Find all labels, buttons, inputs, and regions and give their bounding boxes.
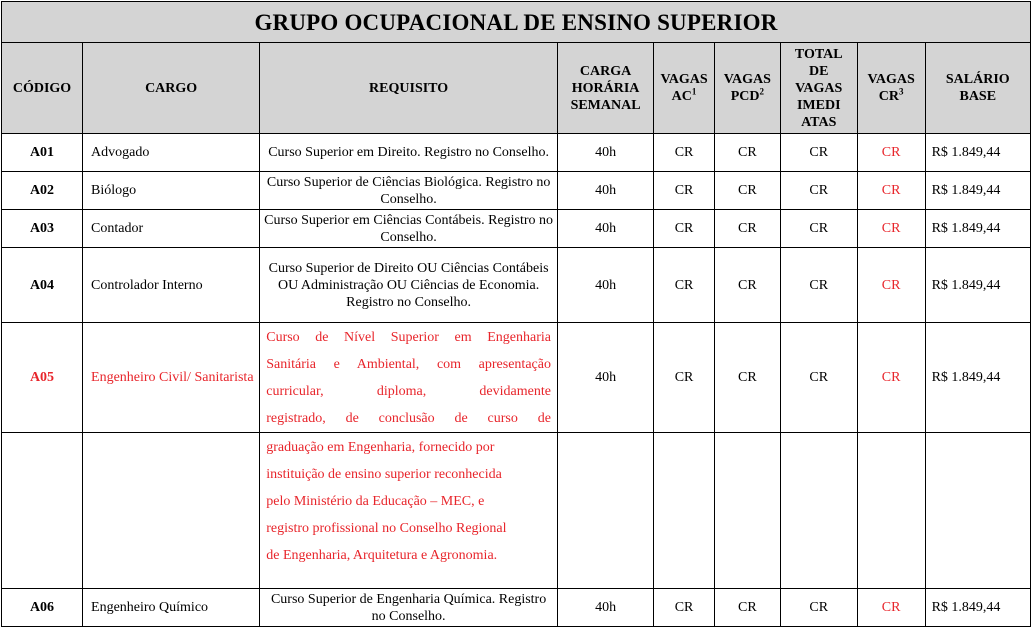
jobs-table-container <box>1 1 1031 627</box>
cell-ac: CR <box>654 134 715 172</box>
cell-salario: R$ 1.849,44 <box>925 210 1030 248</box>
cell-cr: CR <box>857 248 925 323</box>
cell-codigo: A03 <box>2 210 83 248</box>
header-cargo: CARGO <box>83 43 260 134</box>
cell-cargo: Advogado <box>83 134 260 172</box>
cell-pcd: CR <box>714 589 780 627</box>
cell-empty <box>557 433 653 589</box>
requisito-line: graduação em Engenharia, fornecido por <box>266 440 495 455</box>
cell-salario: R$ 1.849,44 <box>925 323 1030 433</box>
cell-total: CR <box>780 134 857 172</box>
cell-total: CR <box>780 172 857 210</box>
header-vagas-pcd: VAGAS PCD$^2$ <box>714 43 780 134</box>
requisito-line: instituição de ensino superior reconhecida <box>266 467 502 482</box>
cell-cargo: Controlador Interno <box>83 248 260 323</box>
cell-requisito: Curso Superior de Ciências Biológica. Registro no Conselho. <box>260 172 558 210</box>
cell-ac: CR <box>654 172 715 210</box>
header-carga: CARGA HORÁRIA SEMANAL <box>557 43 653 134</box>
cell-ac: CR <box>654 210 715 248</box>
cell-total: CR <box>780 323 857 433</box>
cell-requisito: Curso Superior em Ciências Contábeis. Registro no Conselho. <box>260 210 558 248</box>
cell-codigo: A01 <box>2 134 83 172</box>
cell-empty <box>780 433 857 589</box>
cell-carga: 40h <box>557 210 653 248</box>
header-salario: SALÁRIO BASE <box>925 43 1030 134</box>
cell-pcd: CR <box>714 323 780 433</box>
header-requisito: REQUISITO <box>260 43 558 134</box>
cell-carga: 40h <box>557 134 653 172</box>
cell-requisito <box>260 433 558 589</box>
cell-empty <box>857 433 925 589</box>
table-row <box>2 323 1031 433</box>
cell-empty <box>925 433 1030 589</box>
cell-cr: CR <box>857 323 925 433</box>
cell-carga: 40h <box>557 589 653 627</box>
header-codigo: CÓDIGO <box>2 43 83 134</box>
cell-requisito: Curso Superior em Direito. Registro no Conselho. <box>260 134 558 172</box>
table-row <box>2 248 1031 323</box>
cell-ac: CR <box>654 248 715 323</box>
header-row <box>2 43 1031 134</box>
requisito-line: curricular, diploma, devidamente <box>266 383 551 399</box>
cell-salario: R$ 1.849,44 <box>925 248 1030 323</box>
cell-salario: R$ 1.849,44 <box>925 134 1030 172</box>
cell-salario: R$ 1.849,44 <box>925 172 1030 210</box>
cell-ac: CR <box>654 323 715 433</box>
cell-empty <box>714 433 780 589</box>
requisito-line: pelo Ministério da Educação – MEC, e <box>266 494 485 509</box>
cell-cargo: Engenheiro Químico <box>83 589 260 627</box>
cell-pcd: CR <box>714 210 780 248</box>
cell-pcd: CR <box>714 172 780 210</box>
cell-requisito <box>260 323 558 433</box>
cell-pcd: CR <box>714 248 780 323</box>
cell-carga: 40h <box>557 323 653 433</box>
cell-total: CR <box>780 210 857 248</box>
cell-empty <box>654 433 715 589</box>
cell-carga: 40h <box>557 172 653 210</box>
cell-cr: CR <box>857 134 925 172</box>
table-row <box>2 210 1031 248</box>
requisito-line: Curso de Nível Superior em Engenharia <box>266 329 551 345</box>
cell-requisito: Curso Superior de Engenharia Química. Registro no Conselho. <box>260 589 558 627</box>
jobs-table <box>1 1 1031 627</box>
cell-cargo: Biólogo <box>83 172 260 210</box>
cell-codigo: A04 <box>2 248 83 323</box>
table-row <box>2 134 1031 172</box>
table-row-continuation <box>2 433 1031 589</box>
table-row <box>2 589 1031 627</box>
cell-cr: CR <box>857 210 925 248</box>
header-vagas-ac: VAGAS $AC^1$ <box>654 43 715 134</box>
cell-codigo: A02 <box>2 172 83 210</box>
header-vagas-cr: VAGAS $CR^3$ <box>857 43 925 134</box>
cell-pcd: CR <box>714 134 780 172</box>
cell-codigo: A05 <box>2 323 83 433</box>
cell-ac: CR <box>654 589 715 627</box>
cell-cargo: Contador <box>83 210 260 248</box>
requisito-line: Sanitária e Ambiental, com apresentação <box>266 356 551 372</box>
cell-empty <box>2 433 83 589</box>
cell-carga: 40h <box>557 248 653 323</box>
table-row <box>2 172 1031 210</box>
table-title: GRUPO OCUPACIONAL DE ENSINO SUPERIOR <box>2 2 1031 43</box>
cell-requisito: Curso Superior de Direito OU Ciências Contábeis OU Administração OU Ciências de Economia. Registro no Conselho. <box>260 248 558 323</box>
cell-total: CR <box>780 248 857 323</box>
cell-salario: R$ 1.849,44 <box>925 589 1030 627</box>
cell-cr: CR <box>857 172 925 210</box>
requisito-line: registro profissional no Conselho Regional <box>266 521 507 536</box>
cell-total: CR <box>780 589 857 627</box>
cell-empty <box>83 433 260 589</box>
cell-codigo: A06 <box>2 589 83 627</box>
cell-cr: CR <box>857 589 925 627</box>
requisito-line: registrado, de conclusão de curso de <box>266 410 551 426</box>
cell-cargo: Engenheiro Civil/ Sanitarista <box>83 323 260 433</box>
header-total: TOTAL DE VAGAS IMEDI ATAS <box>780 43 857 134</box>
requisito-line: de Engenharia, Arquitetura e Agronomia. <box>266 548 498 563</box>
